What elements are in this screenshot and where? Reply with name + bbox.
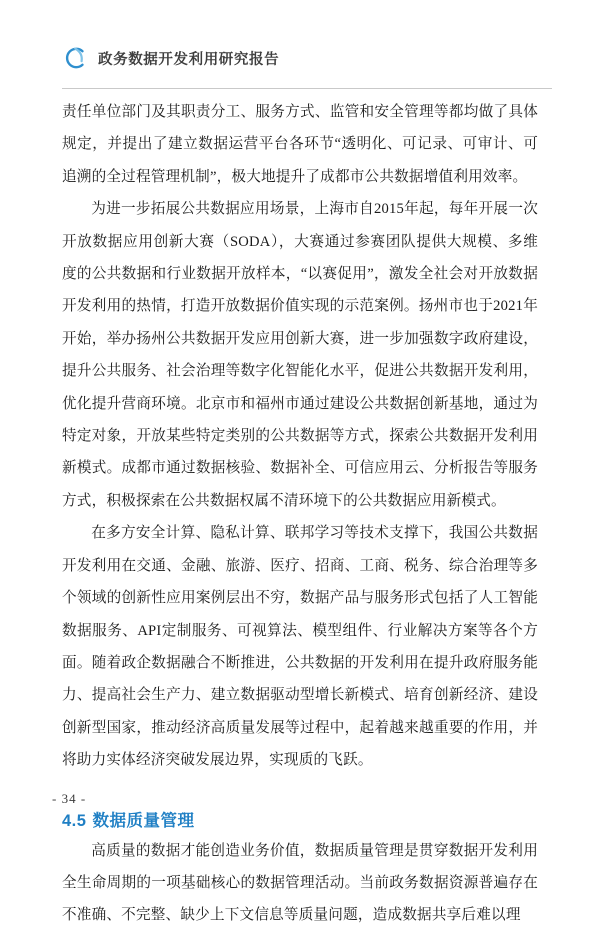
logo-c-swoosh-icon [62, 45, 88, 71]
page-number: - 34 - [52, 791, 87, 806]
paragraph: 为进一步拓展公共数据应用场景，上海市自2015年起，每年开展一次开放数据应用创新大赛（SODA），大赛通过参赛团队提供大规模、多维度的公共数据和行业数据开放样本，“以赛促用”，激发全社会对开放数据开发利用的热情，打造开放数据价值实现的示范案例。扬州市也于2021年开始，举办扬州公共数据开发应用创新大赛，进一步加强数字政府建设，提升公共服务、社会治理等数字化智能化水平，促进公共数据开发利用，优化提升营商环境。北京市和福州市通过建设公共数据创新基地，通过为特定对象，开放某些特定类别的公共数据等方式，探索公共数据开发利用新模式。成都市通过数据核验、数据补全、可信应用云、分析报告等服务方式，积极探索在公共数据权属不清环境下的公共数据应用新模式。 [62, 201, 538, 509]
document-body [62, 96, 538, 932]
header-title: 政务数据开发利用研究报告 [98, 51, 280, 68]
paragraph: 责任单位部门及其职责分工、服务方式、监管和安全管理等都均做了具体规定，并提出了建立数据运营平台各环节“透明化、可记录、可审计、可追溯的全过程管理机制”，极大地提升了成都市公共数据增值利用效率。 [62, 104, 538, 185]
page-header [62, 36, 552, 80]
paragraph: 高质量的数据才能创造业务价值，数据质量管理是贯穿数据开发利用全生命周期的一项基础核心的数据管理活动。当前政务数据资源普遍存在不准确、不完整、缺少上下文信息等质量问题，造成数据共享后难以理 [62, 842, 538, 924]
paragraph: 在多方安全计算、隐私计算、联邦学习等技术支撑下，我国公共数据开发利用在交通、金融、旅游、医疗、招商、工商、税务、综合治理等多个领域的创新性应用案例层出不穷，数据产品与服务形式包括了人工智能数据服务、API定制服务、可视算法、模型组件、行业解决方案等各个方面。随着政企数据融合不断推进，公共数据的开发利用在提升政府服务能力、提高社会生产力、建立数据驱动型增长新模式、培育创新经济、建设创新型国家，推动经济高质量发展等过程中，起着越来越重要的作用，并将助力实体经济突破发展边界，实现质的飞跃。 [62, 525, 538, 769]
section-heading [62, 807, 538, 831]
section-number: 4.5 [62, 811, 87, 830]
header-divider [62, 88, 552, 89]
section-title: 数据质量管理 [92, 811, 195, 830]
